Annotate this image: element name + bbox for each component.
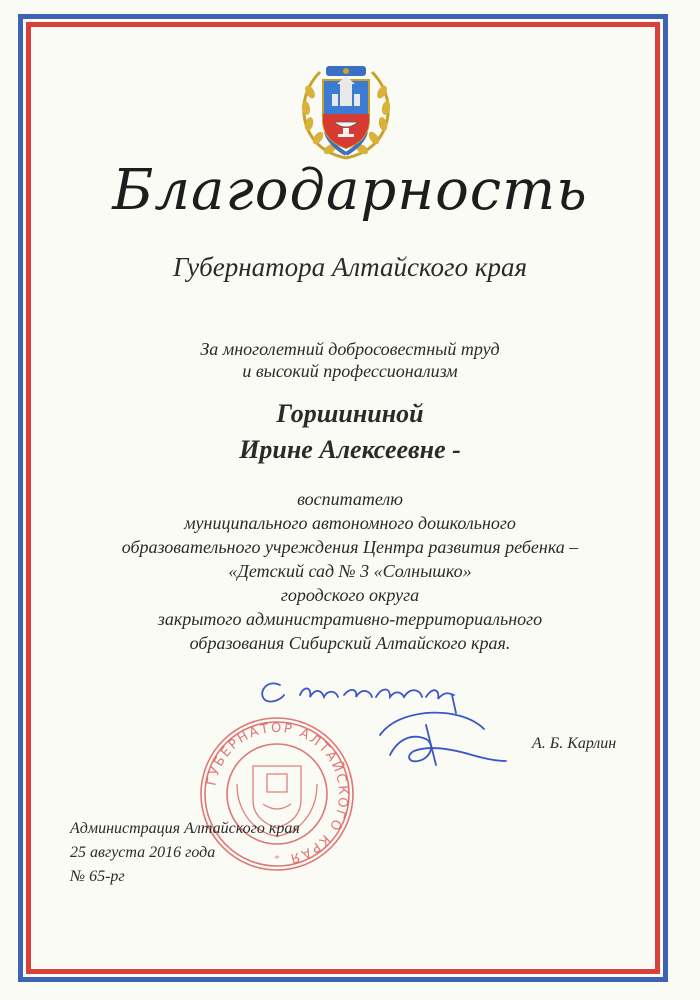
document-number: № 65-рг: [70, 868, 125, 885]
position-line: образования Сибирский Алтайского края.: [189, 633, 511, 653]
reason-line: и высокий профессионализм: [242, 361, 458, 381]
issuer: Администрация Алтайского края: [70, 820, 300, 837]
document-subtitle: Губернатора Алтайского края: [172, 252, 528, 282]
position-line: закрытого административно-территориального: [157, 609, 543, 629]
position-line: муниципального автономного дошкольного: [184, 513, 516, 533]
handwritten-signature: [240, 665, 530, 795]
signer-name: А. Б. Карлин: [532, 735, 617, 752]
recipient-position: [0, 487, 700, 655]
document-footer: [70, 817, 300, 889]
document-title: [0, 158, 700, 223]
issue-date: 25 августа 2016 года: [70, 844, 216, 861]
position-line: воспитателю: [297, 489, 403, 509]
position-line: городского округа: [280, 585, 420, 605]
document-title-text: Благодарность: [112, 158, 588, 223]
recipient-surname: Горшининой: [276, 399, 424, 428]
position-line: «Детский сад № 3 «Солнышко»: [228, 561, 472, 581]
svg-text:ГУБЕРНАТОР АЛТАЙСКОГО КРАЯ: ГУБЕРНАТОР АЛТАЙСКОГО КРАЯ: [204, 720, 351, 866]
reason-text: [0, 338, 700, 382]
svg-text:*: *: [274, 854, 280, 865]
recipient-given-name: Ирине Алексеевне -: [239, 435, 461, 464]
position-line: образовательного учреждения Центра развития ребенка –: [121, 537, 579, 557]
altai-krai-coat-of-arms-icon: [296, 62, 396, 162]
reason-line: За многолетний добросовестный труд: [200, 339, 500, 359]
recipient-name: [0, 396, 700, 468]
